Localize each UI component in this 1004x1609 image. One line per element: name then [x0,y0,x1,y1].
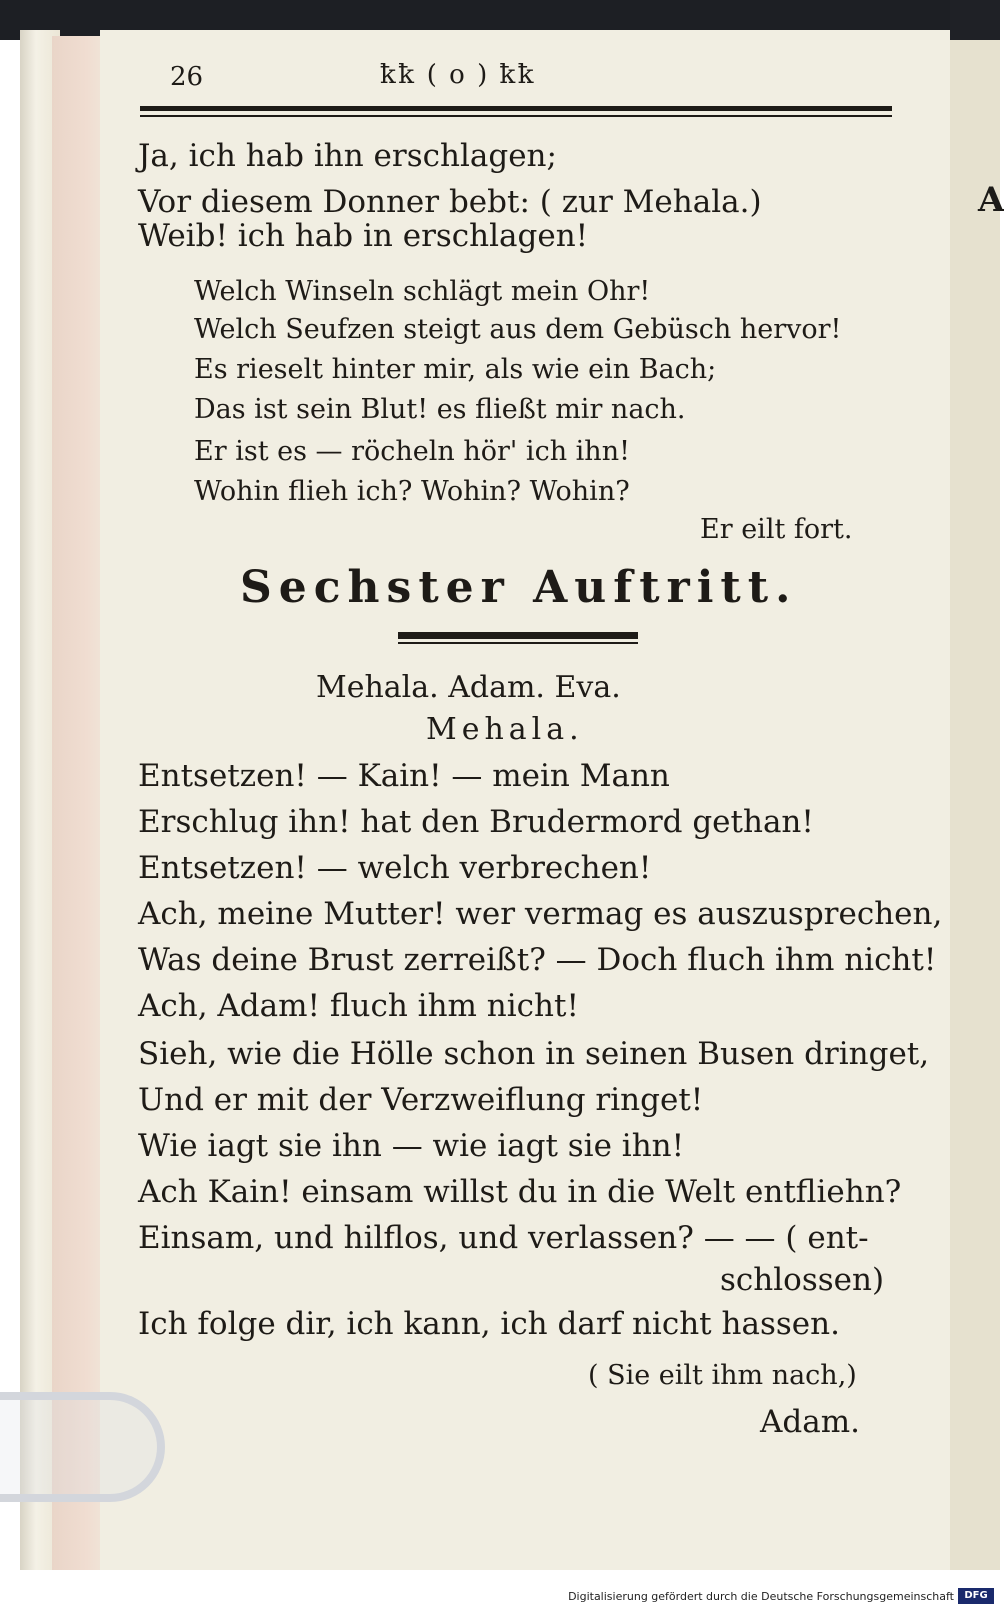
verse-line-indented: Welch Winseln schlägt mein Ohr! [194,276,651,307]
verse-line-indented: Welch Seufzen steigt aus dem Gebüsch hervor! [194,314,842,345]
speech-line: Entsetzen! — welch verbrechen! [138,850,652,886]
stage-direction: Er eilt fort. [700,514,853,545]
speech-line: Sieh, wie die Hölle schon in seinen Busen dringet, [138,1036,930,1072]
verse-line: Weib! ich hab in erschlagen! [138,218,589,254]
stage-direction: ( Sie eilt ihm nach,) [588,1360,857,1391]
verse-line: Vor diesem Donner bebt: ( zur Mehala.) [138,184,762,220]
speech-line: Einsam, und hilflos, und verlassen? — — ( ent- [138,1220,869,1256]
speech-line: Ach, meine Mutter! wer vermag es auszusprechen, [138,896,943,932]
verse-line-indented: Das ist sein Blut! es fließt mir nach. [194,394,686,425]
speech-line: Entsetzen! — Kain! — mein Mann [138,758,670,794]
page-clip [0,1392,165,1502]
page-number: 26 [170,62,204,92]
speech-line: Ich folge dir, ich kann, ich darf nicht hassen. [138,1306,840,1342]
header-ornament: ꝁꝁ ( o ) ꝁꝁ [380,60,536,90]
speech-line: Was deine Brust zerreißt? — Doch fluch ihm nicht! [138,942,937,978]
scene-rule-thick [398,632,638,639]
scene-rule-thin [398,642,638,644]
footer-credit: Digitalisierung gefördert durch die Deutsche Forschungsgemeinschaft [568,1590,954,1603]
verse-line-indented: Er ist es — röcheln hör' ich ihn! [194,436,630,467]
verse-line-indented: Es rieselt hinter mir, als wie ein Bach; [194,354,717,385]
speech-line: Ach Kain! einsam willst du in die Welt entfliehn? [138,1174,902,1210]
speech-line: Und er mit der Verzweiflung ringet! [138,1082,704,1118]
header-rule-thin [140,115,892,117]
header-rule-thick [140,106,892,111]
speech-line: Ach, Adam! fluch ihm nicht! [138,988,579,1024]
speech-line: Wie iagt sie ihn — wie iagt sie ihn! [138,1128,685,1164]
speech-line: Erschlug ihn! hat den Brudermord gethan! [138,804,814,840]
dfg-logo: DFG [958,1588,994,1604]
speech-line: schlossen) [720,1262,885,1298]
verse-line-indented: Wohin flieh ich? Wohin? Wohin? [194,476,630,507]
character-list: Mehala. Adam. Eva. [316,670,621,705]
catchword: Adam. [760,1404,860,1440]
scene-title: Sechster Auftritt. [240,562,798,613]
speaker-name: Mehala. [426,712,584,747]
facing-page-fragment: A [978,180,1004,220]
verse-line: Ja, ich hab ihn erschlagen; [138,138,557,174]
